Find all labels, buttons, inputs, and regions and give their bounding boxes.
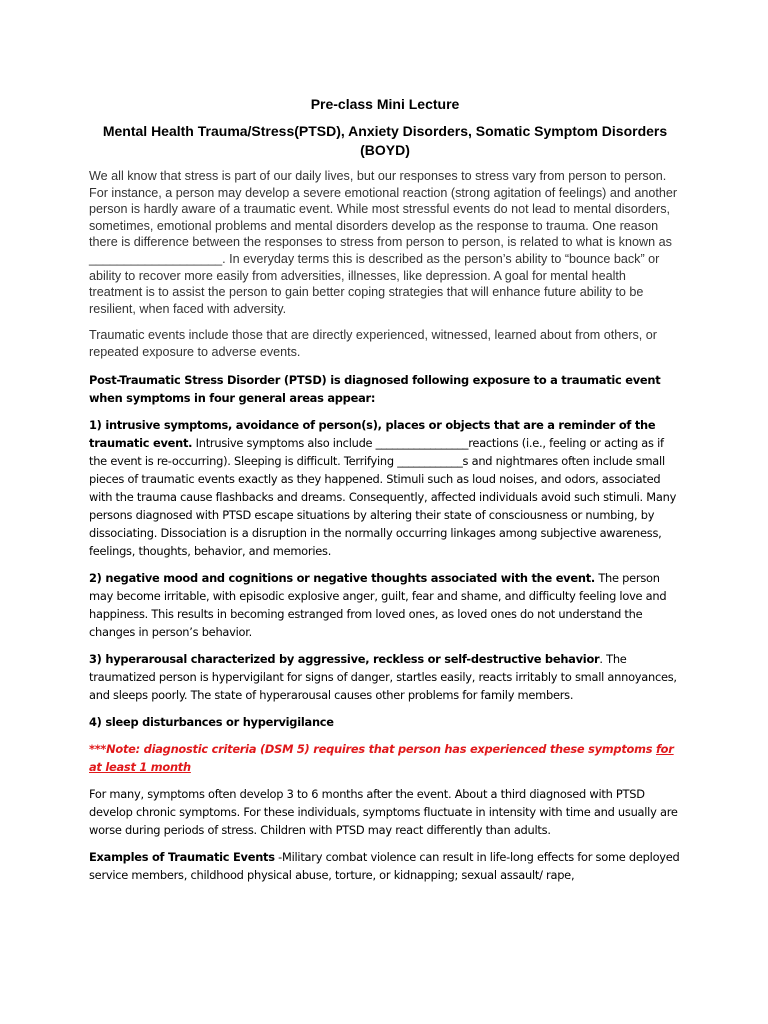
symptom-2-heading: 2) negative mood and cognitions or negative thoughts associated with the event. (89, 570, 595, 585)
document-page (89, 96, 681, 893)
examples-heading: Examples of Traumatic Events (89, 849, 275, 864)
examples-paragraph (89, 848, 681, 884)
symptom-3-heading: 3) hyperarousal characterized by aggressive, reckless or self-destructive behavior (89, 651, 600, 666)
symptom-1-heading: 1) intrusive symptoms, avoidance of person(s), places or objects that are a reminder of the traumatic event. (89, 417, 656, 450)
dsm-note-text: ***Note: diagnostic criteria (DSM 5) requires that person has experienced these symptoms (89, 741, 656, 756)
page-title: Pre-class Mini Lecture (310, 96, 460, 112)
dsm-note-duration: for at least 1 month (89, 741, 674, 774)
dsm-note (89, 740, 681, 776)
symptom-4-heading: 4) sleep disturbances or hypervigilance (89, 714, 334, 729)
symptom-2-paragraph (89, 569, 681, 641)
symptom-1-paragraph (89, 416, 681, 560)
intro-paragraph: We all know that stress is part of our daily lives, but our responses to stress vary from person to person. For instance, a person may develop a severe emotional reaction (strong agitation of feelings) and another person is hardly aware of a traumatic event. While most stressful events do not lead to mental disorders, sometimes, emotional problems and mental disorders develop as the response to trauma. One reason there is difference between the responses to stress from person to person, is related to what is known as ___________________. In everyday terms this is described as the person’s ability to “bounce back” or ability to recover more easily from adversities, illnesses, like depression. A goal for mental health treatment is to assist the person to gain better coping strategies that will enhance future ability to be resilient, when faced with adversity. (89, 169, 678, 316)
lecture-subtitle: Mental Health Trauma/Stress(PTSD), Anxiety Disorders, Somatic Symptom Disorders (BOYD) (102, 123, 668, 158)
symptom-1-text: Intrusive symptoms also include _________________reactions (i.e., feeling or acting as if the event is re-occurring). Sleeping is difficult. Terrifying ____________s and nightmares often include small pieces of traumatic events exactly as they happened. Stimuli such as loud noises, and odors, associated with the trauma cause flashbacks and dreams. Consequently, affected individuals avoid such stimuli. Many persons diagnosed with PTSD escape situations by altering their state of consciousness or numbing, by dissociating. Dissociation is a disruption in the normally occurring linkages among subjective awareness, feelings, thoughts, behavior, and memories. (89, 435, 677, 558)
symptom-3-paragraph (89, 650, 681, 704)
symptom-2-text: The person may become irritable, with episodic explosive anger, guilt, fear and shame, and difficulty feeling love and happiness. This results in becoming estranged from loved ones, as loved ones do not understand the changes in person’s behavior. (89, 570, 667, 639)
ptsd-heading: Post-Traumatic Stress Disorder (PTSD) is diagnosed following exposure to a traumatic event when symptoms in four general areas appear: (89, 372, 661, 405)
symptom-3-text: . The traumatized person is hypervigilant for signs of danger, startles easily, reacts irritably to small annoyances, and sleeps poorly. The state of hyperarousal causes other problems for family members. (89, 651, 677, 702)
traumatic-events-paragraph: Traumatic events include those that are directly experienced, witnessed, learned about from others, or repeated exposure to adverse events. (89, 328, 657, 359)
examples-text: -Military combat violence can result in life-long effects for some deployed service members, childhood physical abuse, torture, or kidnapping; sexual assault/ rape, (89, 849, 680, 882)
chronic-symptoms-paragraph: For many, symptoms often develop 3 to 6 months after the event. About a third diagnosed with PTSD develop chronic symptoms. For these individuals, symptoms fluctuate in intensity with time and usually are worse during periods of stress. Children with PTSD may react differently than adults. (89, 786, 678, 837)
